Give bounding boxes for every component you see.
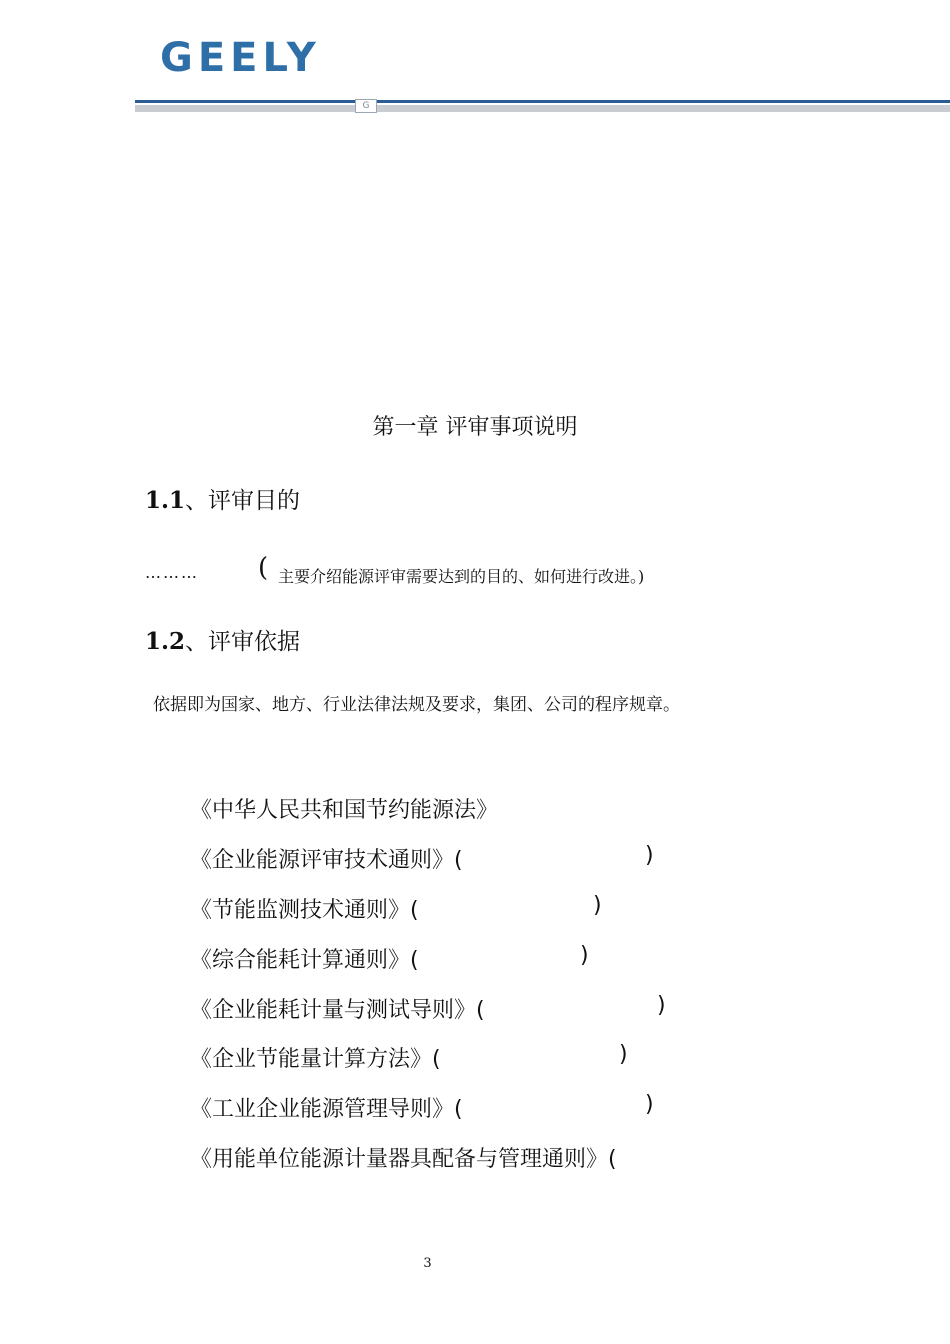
section-1-2-title: 、评审依据 bbox=[185, 629, 301, 655]
standard-item bbox=[190, 793, 498, 823]
geely-logo: GEELY bbox=[160, 35, 321, 81]
standard-code-close: ) bbox=[657, 993, 666, 1018]
standard-item bbox=[190, 843, 654, 873]
section-1-2-heading bbox=[145, 623, 300, 656]
standard-name: 《中华人民共和国节约能源法》 bbox=[190, 798, 499, 823]
purpose-note: 主要介绍能源评审需要达到的目的、如何进行改进。) bbox=[278, 567, 645, 586]
header-rule-blue bbox=[135, 100, 950, 103]
standard-name: 《工业企业能源管理导则》( bbox=[190, 1097, 463, 1122]
section-1-1-title: 、评审目的 bbox=[185, 488, 301, 514]
header-logo-mark-icon: G bbox=[355, 99, 377, 113]
basis-text: 依据即为国家、地方、行业法律法规及要求，集团、公司的程序规章。 bbox=[153, 695, 680, 715]
standard-item bbox=[190, 893, 602, 923]
standard-item bbox=[190, 1092, 654, 1122]
standard-code-close: ) bbox=[645, 1092, 654, 1117]
standard-code-close: ) bbox=[593, 893, 602, 918]
standard-item bbox=[190, 943, 589, 973]
purpose-open-paren: ( bbox=[258, 553, 269, 583]
section-1-1-heading bbox=[145, 482, 300, 515]
standard-name: 《企业能耗计量与测试导则》( bbox=[190, 998, 485, 1023]
standard-item bbox=[190, 993, 666, 1023]
standard-name: 《企业能源评审技术通则》( bbox=[190, 848, 463, 873]
standard-name: 《综合能耗计算通则》( bbox=[190, 948, 419, 973]
section-1-1-number: 1.1 bbox=[145, 487, 186, 514]
standard-code-close: ) bbox=[645, 843, 654, 868]
standard-item bbox=[190, 1142, 617, 1172]
section-1-2-number: 1.2 bbox=[145, 628, 186, 655]
standard-name: 《用能单位能源计量器具配备与管理通则》( bbox=[190, 1147, 617, 1172]
standard-code-close: ) bbox=[580, 943, 589, 968]
header-rule-grey bbox=[135, 105, 950, 112]
page-number: 3 bbox=[423, 1256, 432, 1271]
standard-name: 《企业节能量计算方法》( bbox=[190, 1047, 441, 1072]
standard-item bbox=[190, 1042, 628, 1072]
standard-code-close: ) bbox=[619, 1042, 628, 1067]
chapter-title: 第一章 评审事项说明 bbox=[372, 415, 578, 440]
standard-name: 《节能监测技术通则》( bbox=[190, 898, 419, 923]
purpose-dots: ……… bbox=[145, 563, 199, 582]
